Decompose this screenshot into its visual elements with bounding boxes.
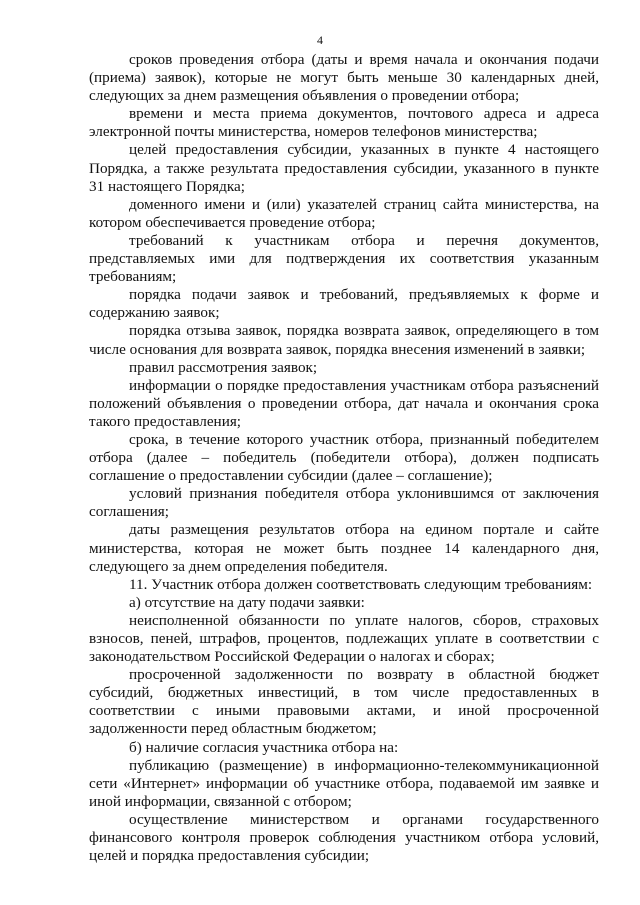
paragraph-publication-consent: публикацию (размещение) в информационно-телекоммуникационной сети «Интернет» информации об участнике отбора, подаваемой им заявке и иной информации, связанной с отбором; [89, 756, 599, 810]
paragraph-overdue-debt: просроченной задолженности по возврату в областной бюджет субсидий, бюджетных инвестиций, в том числе предоставленных в соответствии с иными правовыми актами, и иной просроченной задолженности перед областным бюджетом; [89, 666, 599, 738]
paragraph-tax-obligations: неисполненной обязанности по уплате налогов, сборов, страховых взносов, пеней, штрафов, процентов, подлежащих уплате в соответствии с законодательством Российской Федерации о налогах и сборах; [89, 611, 599, 666]
paragraph-evasion-conditions: условий признания победителя отбора уклонившимся от заключения соглашения; [89, 485, 599, 521]
paragraph-review-rules: правил рассмотрения заявок; [129, 358, 318, 376]
paragraph-item-a: а) отсутствие на дату подачи заявки: [129, 593, 365, 611]
paragraph-participant-requirements: требований к участникам отбора и перечня документов, представляемых ими для подтверждения их соответствия указанным требованиям; [89, 231, 599, 286]
paragraph-submission-procedure: порядка подачи заявок и требований, предъявляемых к форме и содержанию заявок; [89, 286, 599, 322]
paragraph-signing-deadline: срока, в течение которого участник отбора, признанный победителем отбора (далее – победитель (победители отбора), должен подписать соглашение о предоставлении субсидии (далее – соглашение); [89, 430, 599, 485]
paragraph-clarifications: информации о порядке предоставления участникам отбора разъяснений положений объявления о проведении отбора, дат начала и окончания срока такого предоставления; [89, 376, 599, 430]
paragraph-item-b: б) наличие согласия участника отбора на: [129, 738, 399, 756]
paragraph-domain-name: доменного имени и (или) указателей страниц сайта министерства, на котором обеспечивается проведение отбора; [89, 195, 599, 231]
paragraph-audit-consent: осуществление министерством и органами государственного финансового контроля проверок соблюдения участником отбора условий, целей и порядка предоставления субсидии; [89, 810, 599, 865]
paragraph-application-deadlines: сроков проведения отбора (даты и время начала и окончания подачи (приема) заявок), которые не могут быть меньше 30 календарных дней, следующих за днем размещения объявления о проведении отбора; [89, 51, 599, 105]
paragraph-subsidy-goals: целей предоставления субсидии, указанных в пункте 4 настоящего Порядка, а также результата предоставления субсидии, указанного в пункте 31 настоящего Порядка; [89, 141, 599, 195]
paragraph-results-publication: даты размещения результатов отбора на едином портале и сайте министерства, которая не может быть позднее 14 календарного дня, следующего за днем определения победителя. [89, 521, 599, 575]
body-text [89, 51, 599, 865]
paragraph-item-11: 11. Участник отбора должен соответствовать следующим требованиям: [129, 575, 593, 593]
paragraph-acceptance-place: времени и места приема документов, почтового адреса и адреса электронной почты министерства, номеров телефонов министерства; [89, 105, 599, 141]
page-number: 4 [317, 33, 323, 47]
paragraph-withdrawal-procedure: порядка отзыва заявок, порядка возврата заявок, определяющего в том числе основания для возврата заявок, порядка внесения изменений в заявки; [89, 322, 599, 358]
